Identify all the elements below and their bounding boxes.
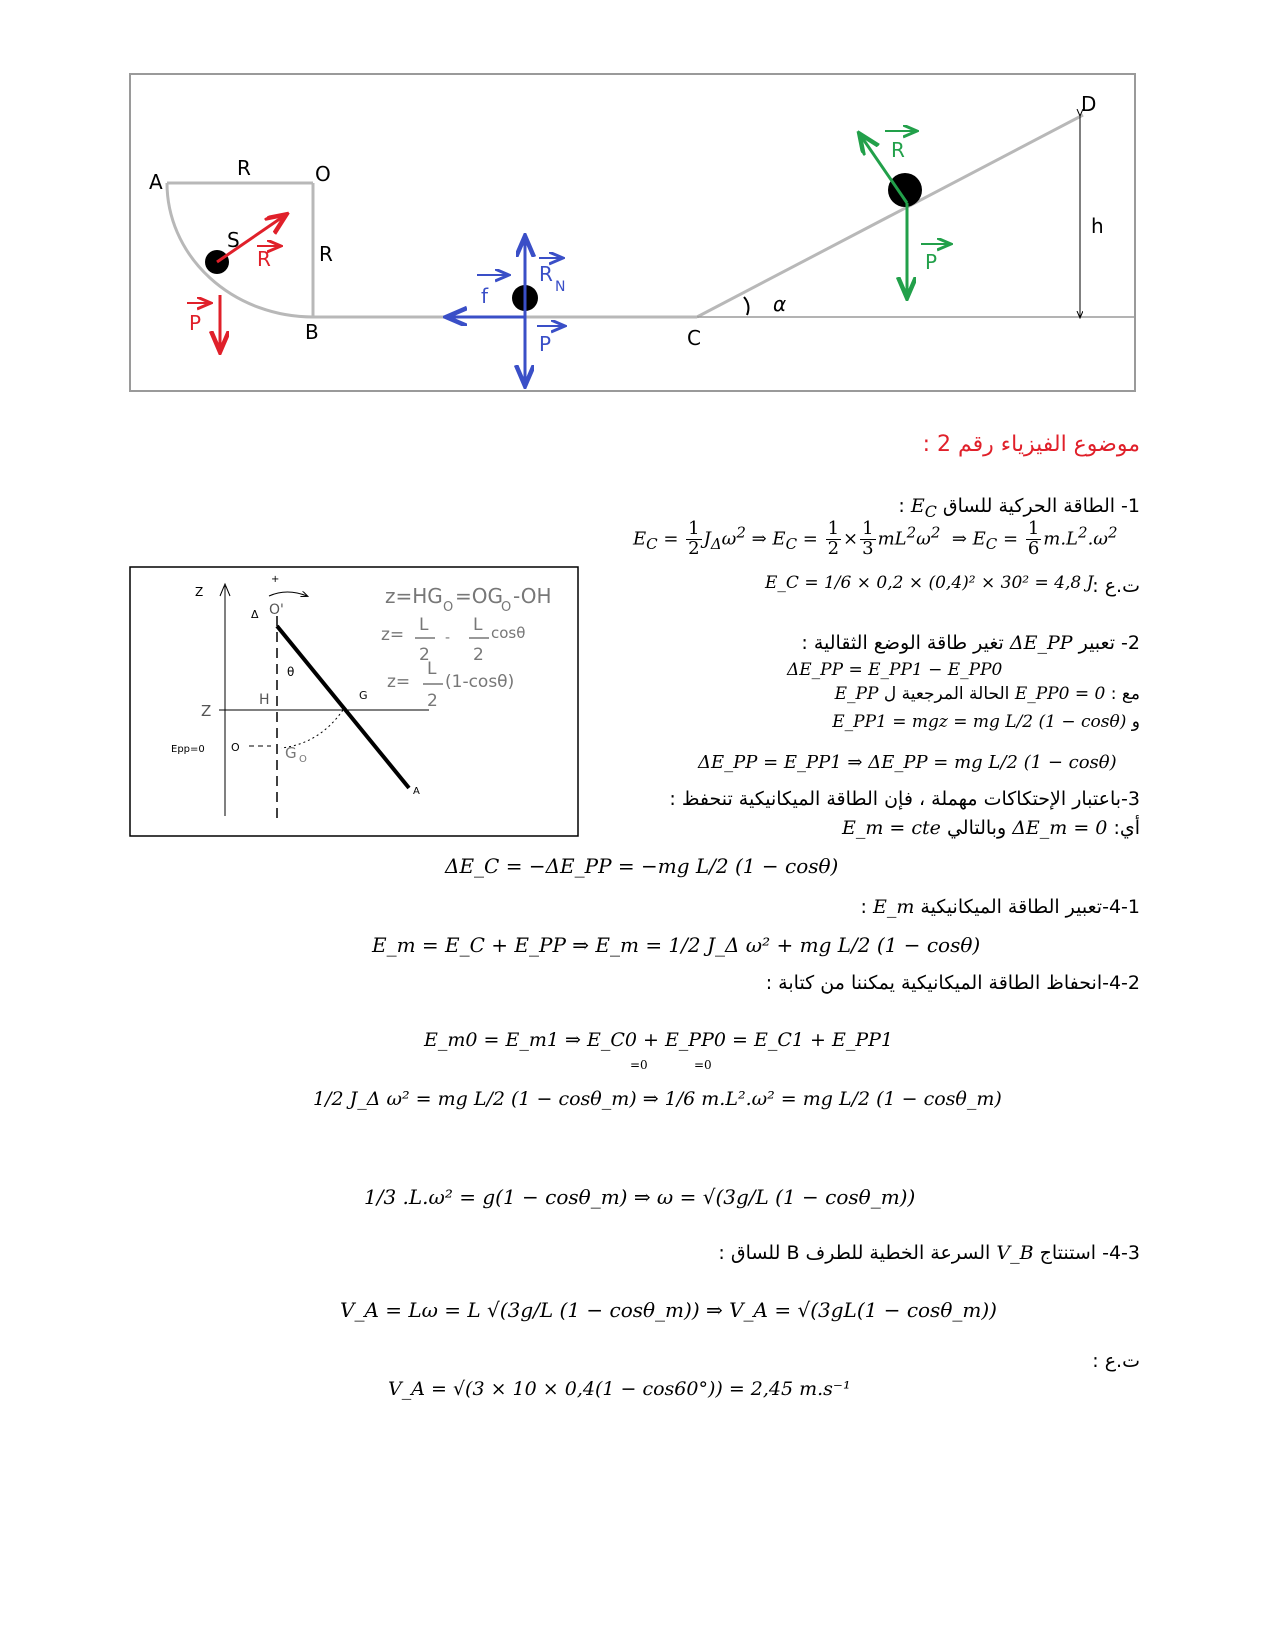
svg-text:-: - — [445, 630, 451, 646]
red-P-label: P — [189, 311, 202, 335]
q3b-line: أي: ΔE_m = 0 وبالتالي E_m = cte — [841, 817, 1140, 839]
eq-cons2: 1/2 J_Δ ω² = mg L/2 (1 − cosθ_m) ⇒ 1/6 m.L².ω² = mg L/2 (1 − cosθ_m) — [313, 1088, 1002, 1110]
blue-N-subscript: N — [555, 279, 566, 295]
G-label: G — [359, 689, 368, 702]
q3-line: 3-باعتبار الإحتكاكات مهملة ، فإن الطاقة الميكانيكية تنحفظ : — [669, 788, 1140, 810]
O-prime-label: O' — [269, 602, 284, 618]
svg-text:=OG: =OG — [455, 584, 503, 608]
num-va: V_A = √(3 × 10 × 0,4(1 − cos60°)) = 2,45 m.s⁻¹ — [388, 1378, 851, 1400]
label-D: D — [1081, 92, 1097, 116]
mechanics-figure — [129, 73, 1137, 393]
figure-frame — [130, 74, 1135, 391]
label-S: S — [227, 228, 240, 252]
num1-label: ت.ع : — [1092, 575, 1140, 597]
green-R-label: R — [891, 138, 905, 162]
label-C: C — [687, 326, 701, 350]
eq-va: V_A = Lω = L √(3g/L (1 − cosθ_m)) ⇒ V_A = √(3gL(1 − cosθ_m)) — [340, 1298, 997, 1322]
eq-omega: 1/3 .L.ω² = g(1 − cosθ_m) ⇒ ω = √(3g/L (1 − cosθ_m)) — [364, 1185, 916, 1209]
label-B: B — [305, 320, 319, 344]
svg-text:z=: z= — [381, 625, 405, 645]
svg-text:-OH: -OH — [513, 584, 552, 608]
blue-f-label: f — [481, 284, 489, 308]
svg-text:O: O — [501, 600, 512, 615]
svg-text:cosθ: cosθ — [491, 624, 526, 642]
plus-sign: + — [271, 574, 280, 585]
q1-line: 1- الطاقة الحركية للساق $E_C$ : — [898, 495, 1140, 521]
eq-em: E_m = E_C + E_PP ⇒ E_m = 1/2 J_Δ ω² + mg L/2 (1 − cosθ) — [372, 933, 981, 957]
num1-eq: E_C = 1/6 × 0,2 × (0,4)² × 30² = 4,8 J — [765, 573, 1094, 593]
svg-text:2: 2 — [473, 645, 484, 665]
svg-text:L: L — [473, 615, 483, 635]
svg-text:O: O — [443, 600, 454, 615]
eq-dpp: ΔE_PP = E_PP1 − E_PP0 — [787, 660, 1003, 680]
label-R-side: R — [319, 242, 333, 266]
green-P-label: P — [925, 250, 938, 274]
q42-line: 4-2-انحفاظ الطاقة الميكانيكية يمكننا من كتابة : — [765, 972, 1140, 994]
eq-cons: E_m0 = E_m1 ⇒ E_C0 + E_PP0 = E_C1 + E_PP1 — [424, 1029, 893, 1051]
O-label: O — [231, 741, 240, 754]
label-O: O — [315, 162, 331, 186]
rod-figure — [129, 566, 580, 838]
under-zero-2: =0 — [694, 1058, 712, 1072]
under-zero-1: =0 — [630, 1058, 648, 1072]
A-label: A — [413, 786, 420, 797]
theta-label: θ — [287, 665, 295, 679]
svg-text:L: L — [419, 615, 429, 635]
svg-text:z=: z= — [387, 672, 411, 692]
svg-text:z=HG: z=HG — [385, 584, 443, 608]
q2-line: 2- تعبير ΔE_PP تغير طاقة الوضع الثقالية : — [801, 632, 1140, 654]
num2-label: ت.ع : — [1092, 1350, 1140, 1372]
eq-dpp2: ΔE_PP = E_PP1 ⇒ ΔE_PP = mg L/2 (1 − cosθ) — [698, 752, 1117, 773]
q43-line: 4-3- استنتاج V_B السرعة الخطية للطرف B للساق : — [718, 1242, 1140, 1264]
eq-dec: ΔE_C = −ΔE_PP = −mg L/2 (1 − cosθ) — [445, 854, 839, 878]
ref-line: مع : E_PP0 = 0 الحالة المرجعية ل E_PP — [834, 684, 1140, 704]
blue-P-label: P — [539, 332, 552, 356]
q1-symbol: $E_C$ — [910, 495, 937, 521]
section-heading: موضوع الفيزياء رقم 2 : — [922, 432, 1140, 457]
red-R-label: R — [257, 247, 271, 271]
svg-text:L: L — [427, 659, 437, 679]
label-A: A — [149, 170, 163, 194]
label-alpha: α — [773, 292, 787, 316]
blue-RN-label: R — [539, 262, 553, 286]
delta-label: Δ — [251, 608, 259, 621]
label-h: h — [1091, 214, 1104, 238]
svg-text:2: 2 — [419, 645, 430, 665]
G0-subscript: O — [299, 754, 307, 765]
q41-line: 4-1-تعبير الطاقة الميكانيكية E_m : — [860, 896, 1140, 918]
eq-ec: $E_C$ = $\frac{1}{2}$ $J_\Delta\omega^2$ ⇒ $E_C$ = $\frac{1}{2}$ × $\frac{1}{3}$ $mL^2\omega^2$ ⇒ $E_C$ = $\frac{1}{6}$ $m.L^2.\omega^2$ — [633, 518, 1118, 559]
Z-level-label: Z — [201, 702, 212, 720]
pp1-line: و E_PP1 = mgz = mg L/2 (1 − cosθ) — [832, 712, 1140, 732]
q2-symbol: ΔE_PP — [1009, 632, 1073, 654]
G0-label: G — [285, 744, 297, 762]
q1-text: 1- الطاقة الحركية للساق — [942, 495, 1140, 517]
epp0-label: Epp=0 — [171, 744, 205, 755]
label-R-top: R — [237, 156, 251, 180]
H-label: H — [259, 692, 270, 708]
z-axis-label: Z — [195, 585, 204, 599]
svg-text:2: 2 — [427, 691, 438, 711]
svg-text:(1-cosθ): (1-cosθ) — [445, 672, 515, 692]
